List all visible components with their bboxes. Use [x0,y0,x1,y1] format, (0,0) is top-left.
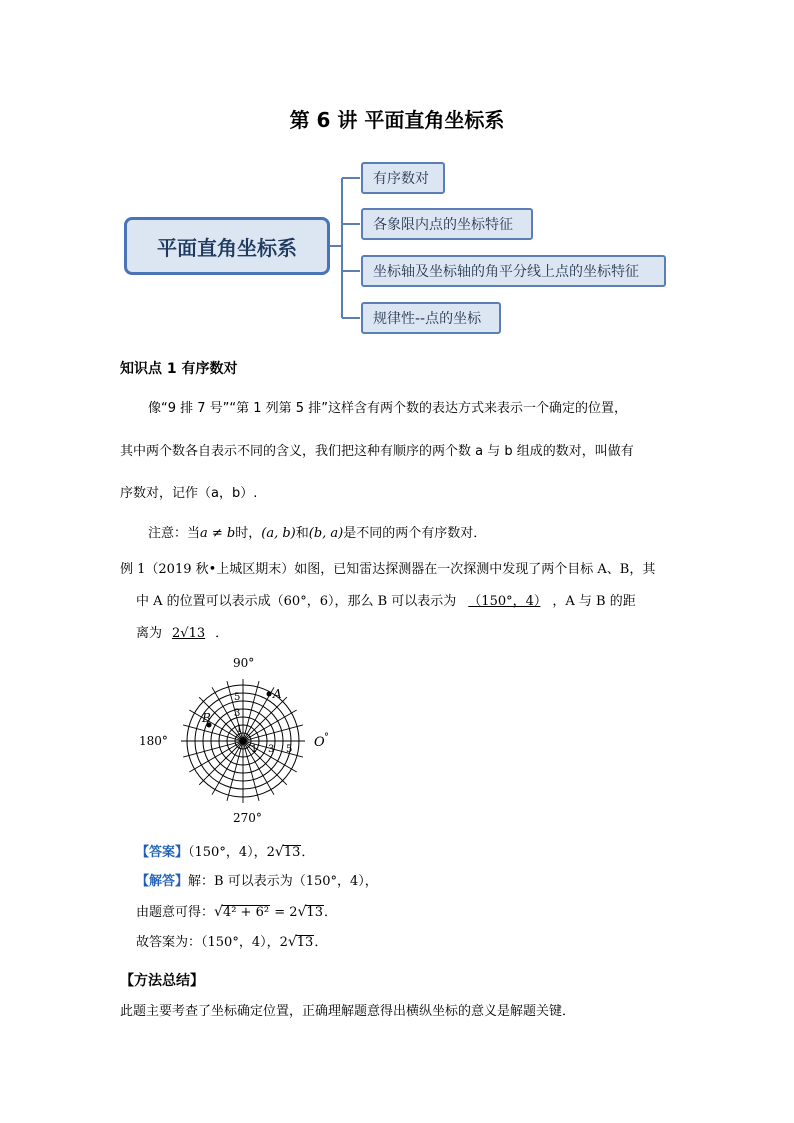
ring-label-up: 1 [236,724,243,735]
note-and: 和 [295,526,309,541]
solution-end: ． [323,905,337,920]
example-text: 离为 [136,626,163,641]
solution-final: 故答案为：（150°，4），2 [136,935,288,950]
radar-spokes [181,679,305,803]
label-0-degree: ° [324,732,329,743]
answer-coef: 2 [266,845,275,860]
point-a-label: A [273,687,282,701]
example-line: 例 1（2019 秋•上城区期末）如图，已知雷达探测器在一次探测中发现了两个目标 A、B，其 [120,562,656,577]
label-180: 180° [139,734,168,748]
answer-blank-distance: 2√13 [172,626,206,641]
page-title: 第 6 讲 平面直角坐标系 [289,108,505,132]
label-origin-o: O [314,735,325,750]
answer-tag: 【答案】 [136,845,189,860]
note-line [148,524,486,544]
solution-tag: 【解答】 [136,874,189,889]
solution-final-end: ． [314,935,328,950]
solution-radicand: 13 [306,905,323,920]
ring-label: 5 [286,744,293,755]
answer-text: （150°，4）， [188,845,267,860]
answer-end: ． [301,845,315,860]
summary-heading: 【方法总结】 [120,973,204,989]
radar-diagram [130,650,350,830]
note-pair-ab: (a, b) [261,526,296,541]
note-suffix: 是不同的两个有序数对． [343,526,487,541]
mindmap-item-quadrant: 各象限内点的坐标特征 [361,208,533,240]
solution-final-radicand: 13 [296,935,314,950]
answer-radicand: 13 [283,845,301,860]
ring-label: 3 [268,744,275,755]
solution-text: 解：B 可以表示为（150°，4）， [188,874,378,889]
point-a-dot [267,692,272,697]
note-condition: a ≠ b [200,526,236,541]
summary-text: 此题主要考查了坐标确定位置，正确理解题意得出横纵坐标的意义是解题关键． [120,1004,576,1019]
point-b-label: B [202,711,211,725]
solution-line: 故答案为：（150°，4），2√13． [136,934,328,950]
note-mid: 时， [235,526,262,541]
paragraph-line: 序数对，记作（a，b）. [120,486,258,501]
mindmap-root: 平面直角坐标系 [124,217,330,275]
solution-expression: 4² + 6² [222,905,270,920]
answer-line: 【答案】（150°，4），2√13． [136,844,315,860]
mindmap-item-ordered-pair: 有序数对 [361,162,445,194]
label-90: 90° [233,656,255,670]
label-270: 270° [233,811,262,825]
mindmap-item-axis: 坐标轴及坐标轴的角平分线上点的坐标特征 [361,255,666,287]
answer-blank-b: （150°，4） [468,594,541,609]
example-line [136,624,228,644]
ring-label: 1 [251,744,258,755]
solution-line [136,872,378,892]
solution-line: 由题意可得：√4² + 6² = 2√13． [136,904,337,920]
example-text: 中 A 的位置可以表示成（60°，6），那么 B 可以表示为 [136,594,457,609]
solution-prefix: 由题意可得： [136,905,215,920]
note-pair-ba: (b, a) [308,526,344,541]
example-text: ． [215,626,229,641]
note-prefix: 注意：当 [148,526,201,541]
paragraph-line: 其中两个数各自表示不同的含义，我们把这种有顺序的两个数 a 与 b 组成的数对，叫做有 [120,444,634,459]
solution-equals: = 2 [270,905,298,920]
ring-label-up: 3 [234,708,241,719]
mindmap-item-pattern: 规律性--点的坐标 [361,302,501,334]
paragraph-line: 像“9 排 7 号”“第 1 列第 5 排”这样含有两个数的表达方式来表示一个确定的位置， [148,401,627,416]
example-text: ，A 与 B 的距 [552,594,636,609]
example-line [136,592,636,612]
ring-label-up: 5 [234,692,241,703]
section-heading: 知识点 1 有序数对 [120,361,238,377]
